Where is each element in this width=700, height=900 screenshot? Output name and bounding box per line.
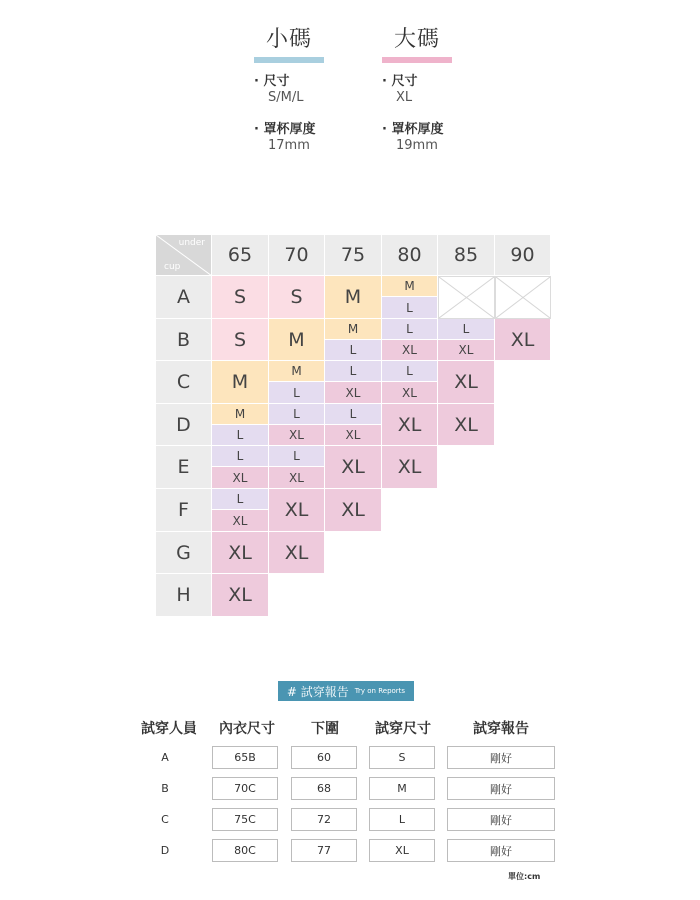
size-label: L [269,446,324,467]
size-label: XL [382,404,437,445]
size-label: M [269,319,324,360]
size-cell-E-80 [382,446,438,489]
size-label: M [269,361,324,382]
report-cell-bra-size: 65B [212,746,278,769]
size-label: XL [325,382,381,403]
report-cell-result: 剛好 [447,746,555,769]
legend-large-size-value: XL [396,90,413,105]
size-cell-D-75 [325,404,382,446]
size-label: L [269,382,324,403]
legend-small-color-bar [254,57,324,63]
unavailable-cell [495,276,551,319]
column-header-65: 65 [212,235,269,276]
size-label: XL [495,319,550,360]
row-header-A: A [156,276,212,319]
report-cell-underbust: 72 [291,808,357,831]
legend-small-size [254,74,303,106]
size-cell-F-70 [269,489,325,532]
size-label: S [269,276,324,318]
legend-small-thickness [254,122,315,154]
legend-large-thickness-label: · 罩杯厚度 [382,122,443,138]
size-cell-D-65 [212,404,269,446]
report-person: C [161,813,169,826]
size-label: L [269,404,324,425]
legend-large-title: 大碼 [393,27,440,52]
legend-large-size-label: · 尺寸 [382,74,417,90]
size-cell-B-85 [438,319,495,361]
size-cell-E-70 [269,446,325,489]
report-tag [278,681,414,701]
size-cell-A-80 [382,276,438,319]
size-label: L [325,340,381,360]
report-cell-underbust: 68 [291,777,357,800]
legend-large [380,22,500,153]
column-header-85: 85 [438,235,495,276]
legend-small [252,22,372,153]
row-header-G: G [156,532,212,574]
size-label: S [212,319,268,360]
legend-small-thickness-label: · 罩杯厚度 [254,122,315,138]
size-cell-E-65 [212,446,269,489]
chart-corner [156,235,212,276]
row-header-H: H [156,574,212,617]
size-cell-B-65 [212,319,269,361]
corner-cup-label: cup [164,262,181,272]
size-label: XL [382,382,437,403]
size-label: L [212,425,268,445]
size-cell-H-65 [212,574,269,617]
size-label: XL [212,510,268,531]
size-cell-E-75 [325,446,382,489]
size-chart [156,235,552,617]
size-cell-F-75 [325,489,382,532]
size-label: XL [212,467,268,488]
unit-note: 單位:cm [508,872,541,881]
row-header-D: D [156,404,212,446]
size-cell-B-75 [325,319,382,361]
column-header-75: 75 [325,235,382,276]
size-label: L [212,489,268,510]
size-label: M [212,361,268,403]
size-cell-C-75 [325,361,382,404]
report-tag-subtitle: Try on Reports [354,687,406,695]
report-cell-bra-size: 75C [212,808,278,831]
size-label: XL [212,532,268,573]
size-cell-B-80 [382,319,438,361]
size-label: L [382,319,437,340]
legend-small-size-value: S/M/L [268,90,304,105]
report-cell-result: 剛好 [447,839,555,862]
size-cell-A-65 [212,276,269,319]
size-cell-C-80 [382,361,438,404]
size-cell-C-65 [212,361,269,404]
size-cell-B-70 [269,319,325,361]
size-label: XL [269,467,324,488]
report-cell-underbust: 77 [291,839,357,862]
size-cell-D-85 [438,404,495,446]
report-person: A [161,751,169,764]
size-label: XL [438,340,494,360]
report-person: B [161,782,169,795]
report-tag-title: # 試穿報告 [286,684,349,699]
legend-large-size [382,74,417,106]
size-label: M [325,319,381,340]
size-label: XL [325,446,381,488]
report-header-4: 試穿尺寸 [375,721,431,737]
size-cell-A-70 [269,276,325,319]
report-cell-tried-size: S [369,746,435,769]
legend-small-title: 小碼 [265,27,312,52]
size-label: XL [269,425,324,445]
size-label: XL [438,361,494,403]
size-label: L [325,361,381,382]
size-label: XL [438,404,494,445]
report-header-2: 內衣尺寸 [219,721,275,737]
size-cell-C-70 [269,361,325,404]
row-header-B: B [156,319,212,361]
size-label: S [212,276,268,318]
size-label: XL [325,489,381,531]
report-cell-result: 剛好 [447,808,555,831]
size-label: XL [382,446,437,488]
size-cell-C-85 [438,361,495,404]
report-cell-underbust: 60 [291,746,357,769]
size-label: XL [269,532,324,573]
legend-small-thickness-value: 17mm [268,138,310,153]
size-cell-D-70 [269,404,325,446]
report-header-3: 下圍 [311,721,339,737]
report-cell-bra-size: 80C [212,839,278,862]
legend-large-thickness-value: 19mm [396,138,438,153]
report-cell-bra-size: 70C [212,777,278,800]
report-header-1: 試穿人員 [141,721,197,737]
size-label: M [325,276,381,318]
report-cell-result: 剛好 [447,777,555,800]
column-header-80: 80 [382,235,438,276]
size-label: M [212,404,268,425]
report-cell-tried-size: L [369,808,435,831]
report-person: D [160,844,170,857]
size-label: L [325,404,381,425]
unavailable-cell [438,276,495,319]
row-header-C: C [156,361,212,404]
size-label: XL [382,340,437,360]
size-label: L [212,446,268,467]
report-cell-tried-size: XL [369,839,435,862]
column-header-90: 90 [495,235,551,276]
size-cell-B-90 [495,319,551,361]
size-label: XL [325,425,381,445]
size-cell-F-65 [212,489,269,532]
legend-small-size-label: · 尺寸 [254,74,303,90]
column-header-70: 70 [269,235,325,276]
corner-under-label: under [178,238,205,248]
legend-large-thickness [382,122,443,154]
size-label: L [382,361,437,382]
row-header-F: F [156,489,212,532]
size-label: L [382,297,437,318]
report-header-5: 試穿報告 [473,721,529,737]
size-cell-G-70 [269,532,325,574]
row-header-E: E [156,446,212,489]
size-label: M [382,276,437,297]
size-cell-A-75 [325,276,382,319]
size-label: XL [212,574,268,616]
size-cell-D-80 [382,404,438,446]
size-label: XL [269,489,324,531]
size-cell-G-65 [212,532,269,574]
size-label: L [438,319,494,340]
report-cell-tried-size: M [369,777,435,800]
legend-large-color-bar [382,57,452,63]
